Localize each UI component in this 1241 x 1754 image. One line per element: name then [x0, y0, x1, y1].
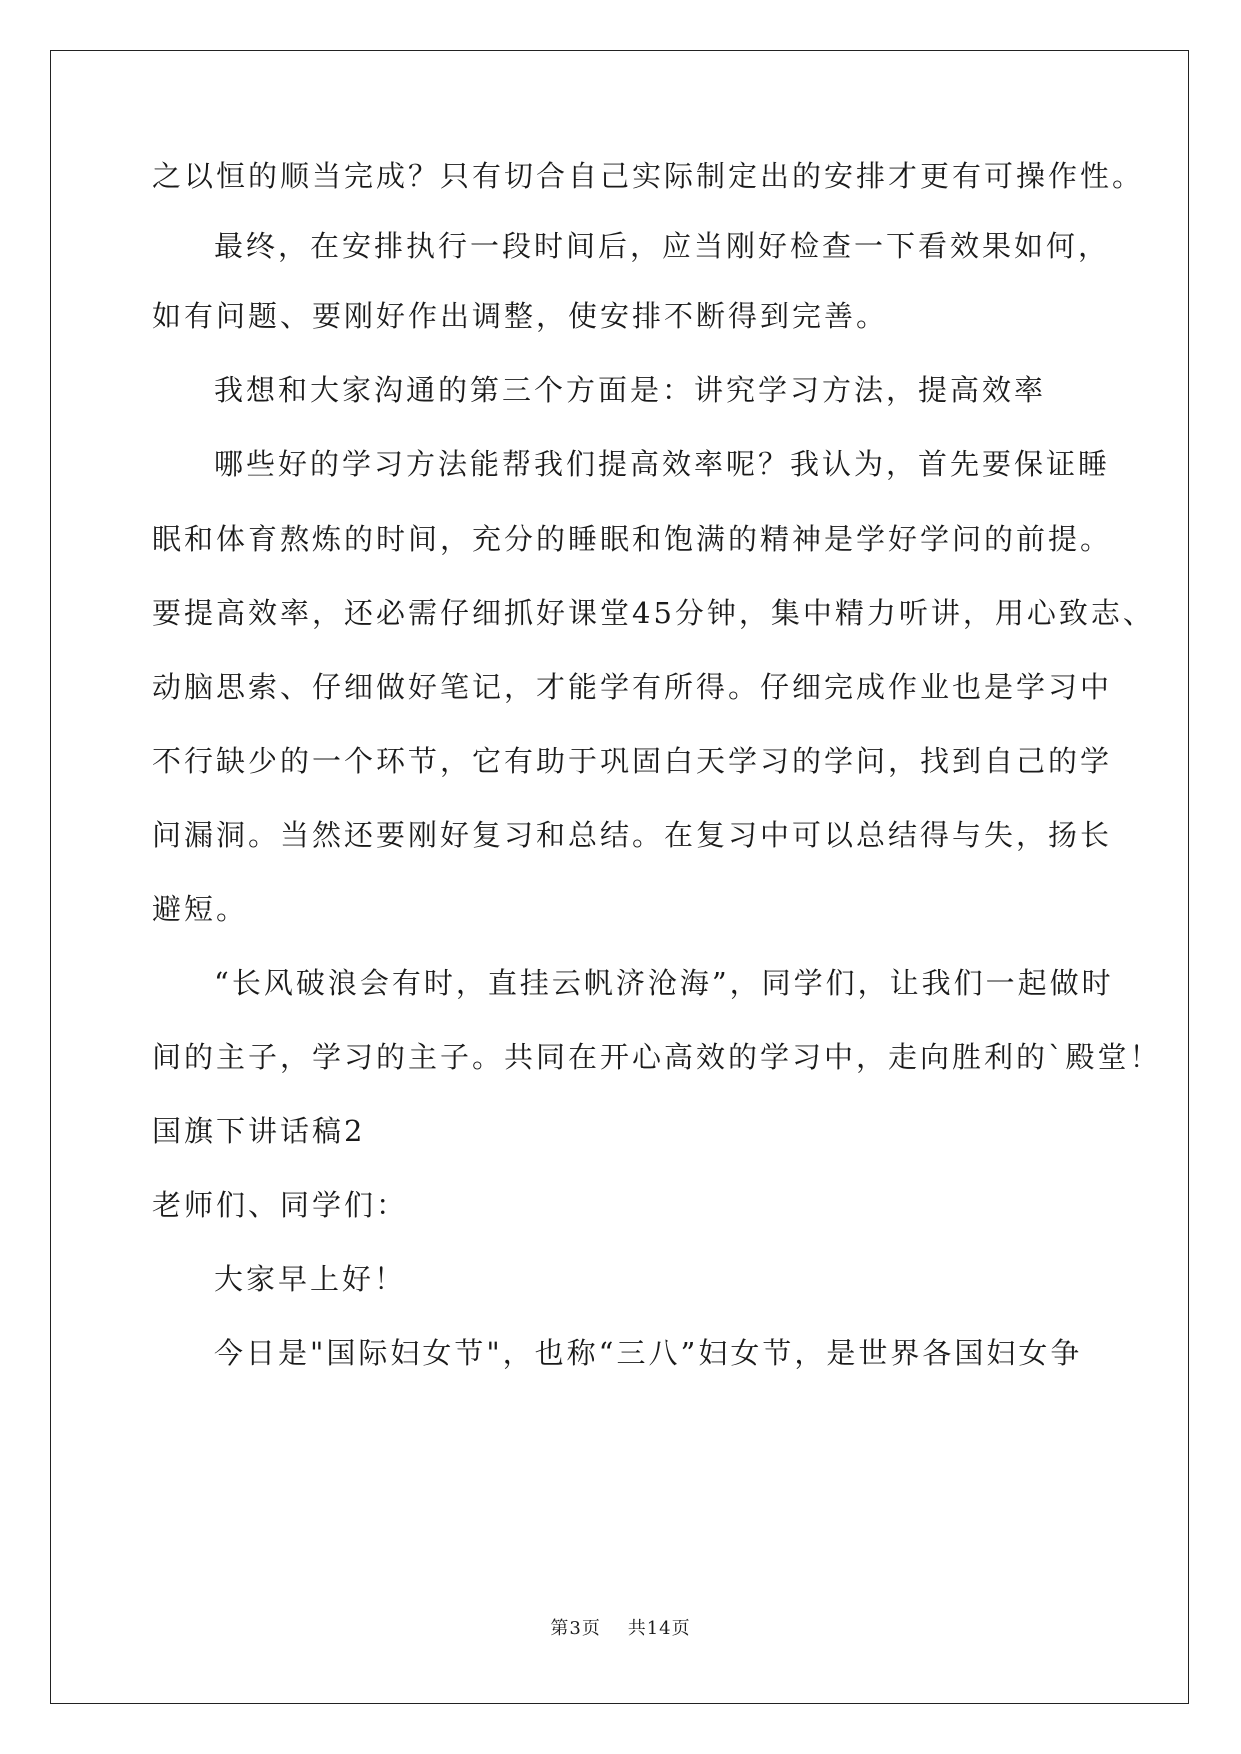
text-line: “长风破浪会有时，直挂云帆济沧海”，同学们，让我们一起做时 — [214, 966, 1114, 1000]
text-line: 要提高效率，还必需仔细抓好课堂45分钟，集中精力听讲，用心致志、 — [152, 596, 1155, 630]
text-line: 最终，在安排执行一段时间后，应当刚好检查一下看效果如何， — [214, 229, 1111, 263]
text-line: 不行缺少的一个环节，它有助于巩固白天学习的学问，找到自己的学 — [152, 744, 1113, 778]
text-line: 我想和大家沟通的第三个方面是：讲究学习方法，提高效率 — [214, 373, 1047, 407]
salutation: 老师们、同学们： — [152, 1188, 409, 1222]
text-line: 避短。 — [152, 892, 249, 926]
section-heading: 国旗下讲话稿2 — [152, 1114, 366, 1148]
text-line: 今日是"国际妇女节"，也称“三八”妇女节，是世界各国妇女争 — [214, 1336, 1083, 1370]
text-line: 之以恒的顺当完成？只有切合自己实际制定出的安排才更有可操作性。 — [152, 159, 1145, 193]
text-line: 间的主子，学习的主子。共同在开心高效的学习中，走向胜利的`殿堂！ — [152, 1040, 1162, 1074]
text-line: 哪些好的学习方法能帮我们提高效率呢？我认为，首先要保证睡 — [214, 447, 1111, 481]
text-line: 问漏洞。当然还要刚好复习和总结。在复习中可以总结得与失，扬长 — [152, 818, 1113, 852]
greeting: 大家早上好！ — [214, 1262, 407, 1296]
page-number-footer: 第3页 共14页 — [550, 1618, 691, 1639]
text-line: 如有问题、要刚好作出调整，使安排不断得到完善。 — [152, 299, 889, 333]
text-line: 眠和体育熬炼的时间，充分的睡眠和饱满的精神是学好学问的前提。 — [152, 522, 1113, 556]
text-line: 动脑思索、仔细做好笔记，才能学有所得。仔细完成作业也是学习中 — [152, 670, 1113, 704]
